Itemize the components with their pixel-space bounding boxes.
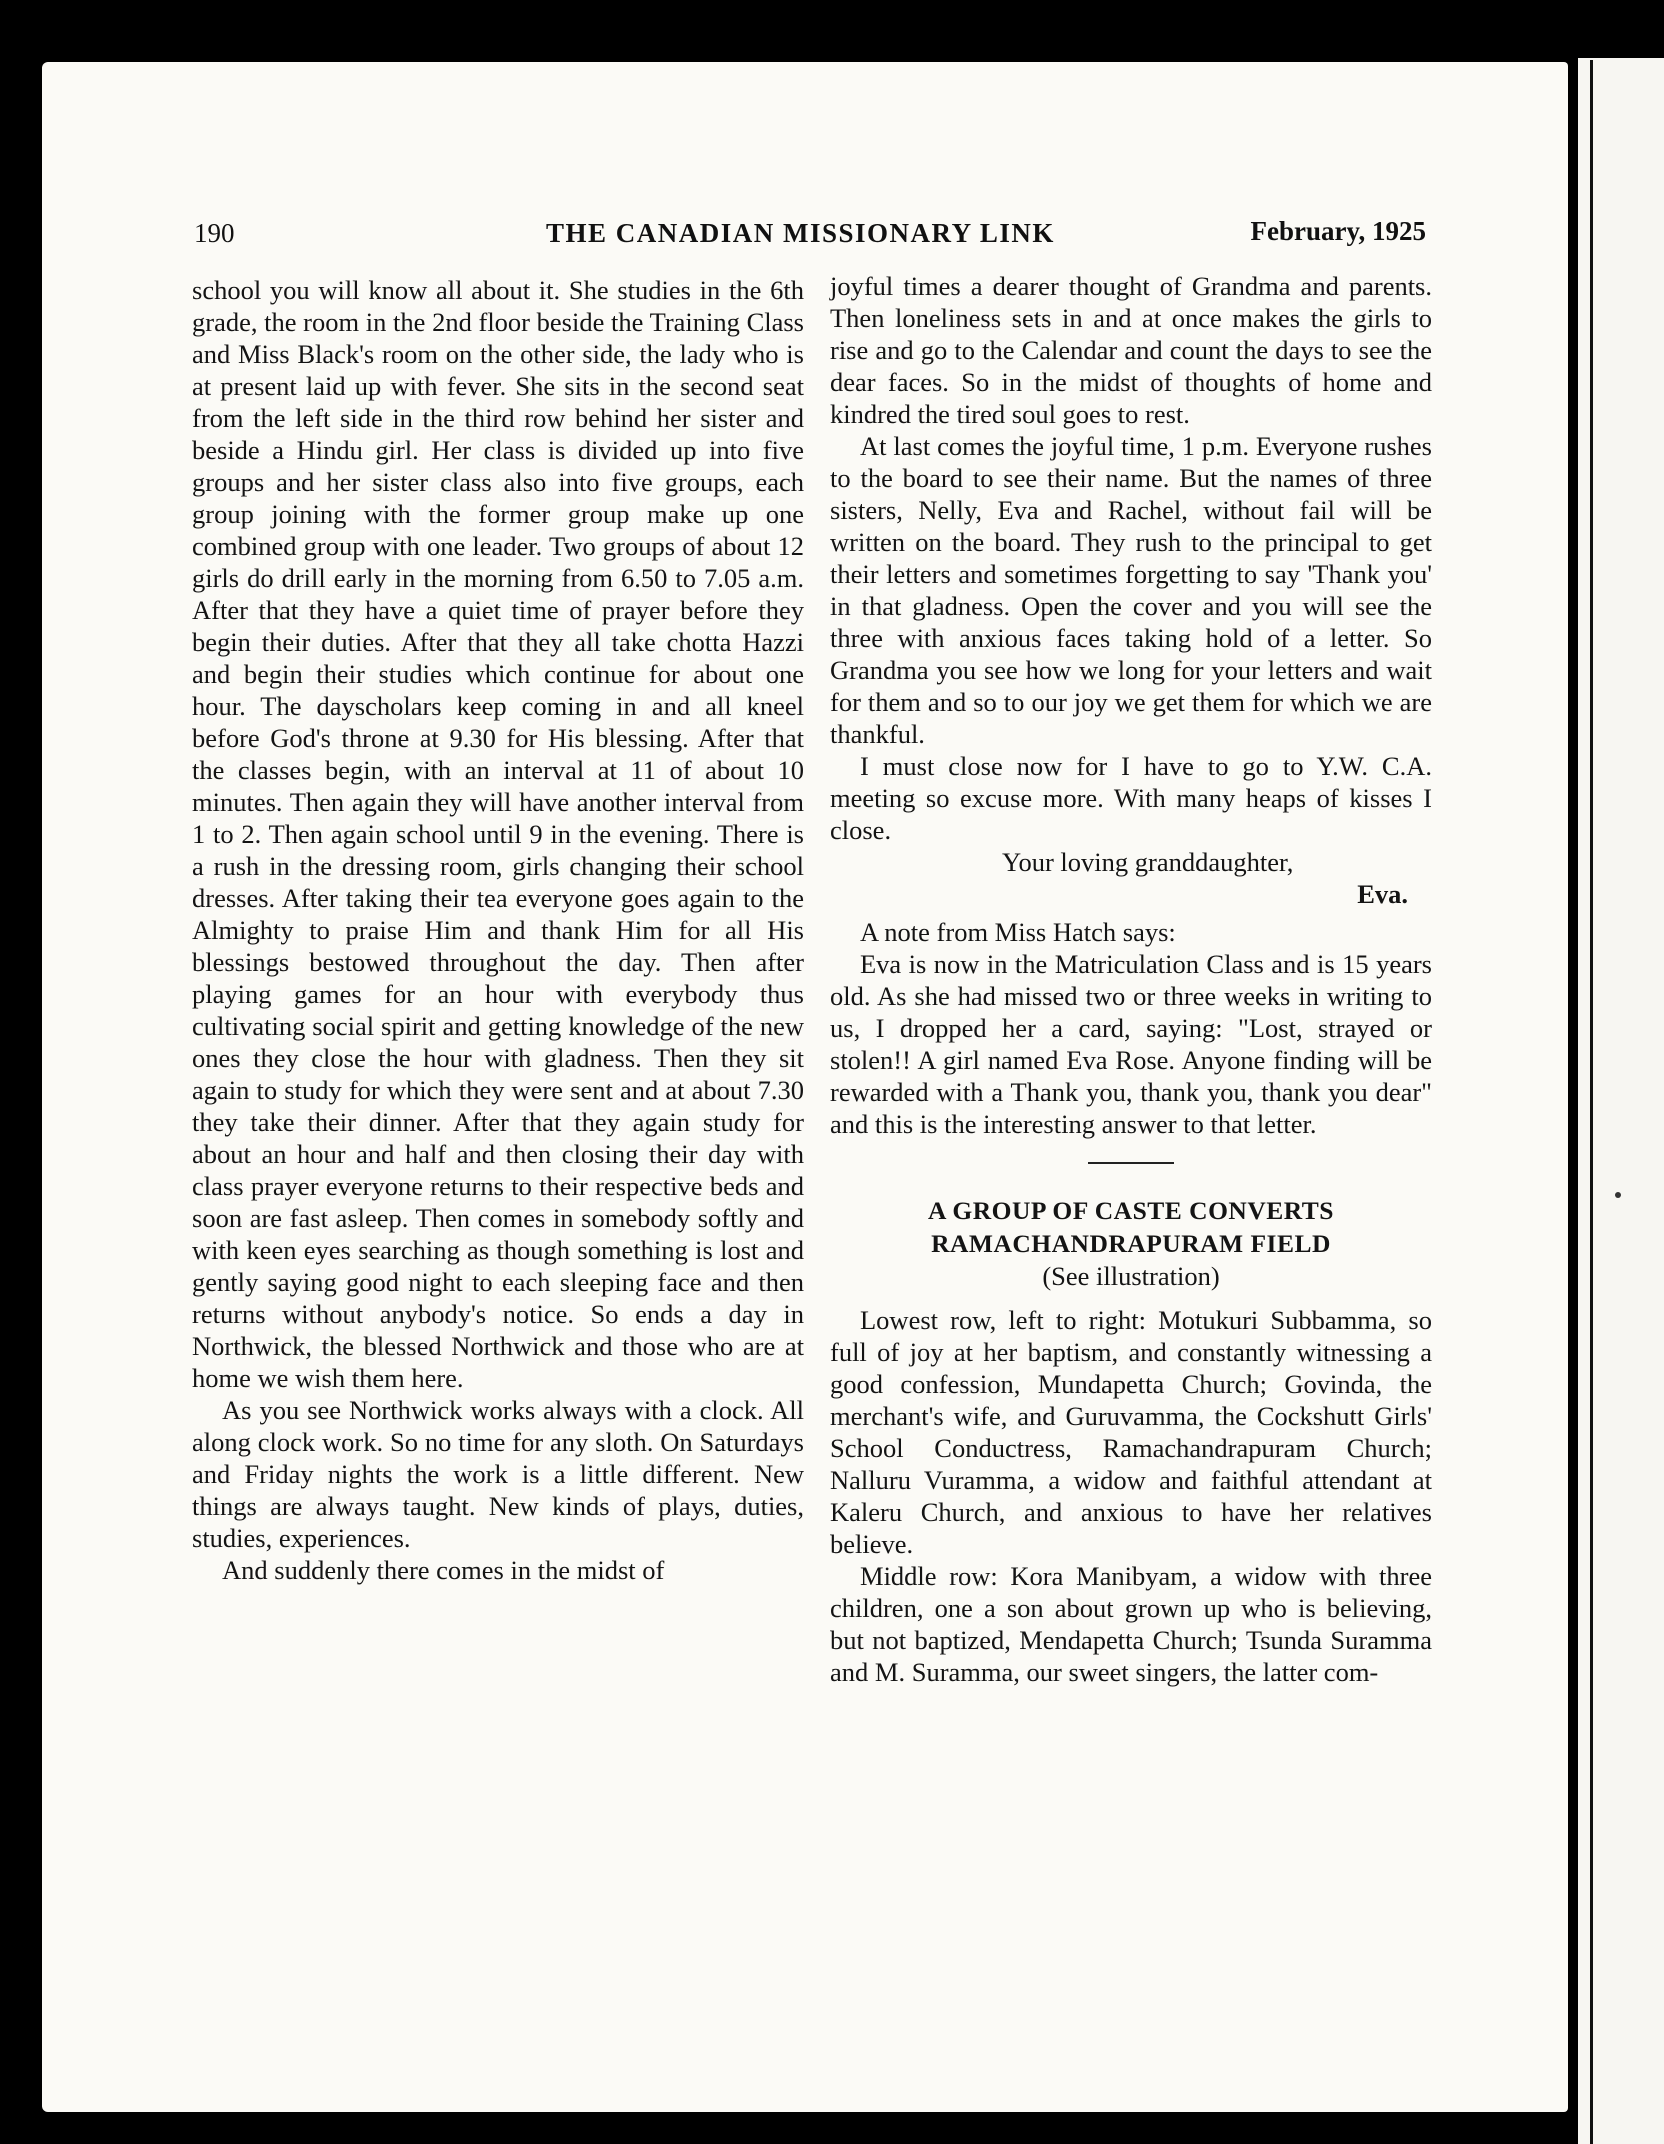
issue-date: February, 1925 <box>1250 216 1426 246</box>
running-header <box>194 214 1426 254</box>
page-speck <box>1615 1192 1621 1198</box>
letter-closing: Your loving granddaughter, <box>1002 847 1294 877</box>
article-subheading: (See illustration) <box>1042 1261 1220 1291</box>
note-text: Eva is now in the Matriculation Class and is 15 years old. As she had missed two or three weeks in writing to us, I dropped her a card, saying: "Lost, strayed or stolen!! A girl named Eva Rose. Anyone finding will be rewarded with a Thank you, thank you, thank you dear" and this is the interesting answer to that letter. <box>830 949 1432 1139</box>
paragraph: joyful times a dearer thought of Grandma and parents. Then loneliness sets in and at once makes the girls to rise and go to the Calendar and count the days to see the dear faces. So in the midst of thoughts of home and kindred the tired soul goes to rest. <box>830 271 1432 429</box>
paragraph: I must close now for I have to go to Y.W. C.A. meeting so excuse more. With many heaps of kisses I close. <box>830 751 1432 845</box>
page-gutter <box>1590 60 1593 2144</box>
page-number: 190 <box>194 218 235 248</box>
article-heading: A GROUP OF CASTE CONVERTS <box>928 1196 1334 1225</box>
paragraph: At last comes the joyful time, 1 p.m. Everyone rushes to the board to see their name. But the names of three sisters, Nelly, Eva and Rachel, without fail will be written on the board. They rush to the principal to get their letters and sometimes forgetting to say 'Thank you' in that gladness. Open the cover and you will see the three with anxious faces taking hold of a letter. So Grandma you see how we long for your letters and wait for them and so to our joy we get them for which we are thankful. <box>830 431 1432 749</box>
paragraph: As you see Northwick works always with a clock. All along clock work. So no time for any sloth. On Saturdays and Friday nights the work is a little different. New things are always taught. New kinds of plays, duties, studies, experiences. <box>192 1395 804 1553</box>
note-intro: A note from Miss Hatch says: <box>860 917 1176 947</box>
article-heading-field: RAMACHANDRAPURAM FIELD <box>931 1229 1331 1258</box>
paragraph: school you will know all about it. She studies in the 6th grade, the room in the 2nd floor beside the Training Class and Miss Black's room on the other side, the lady who is at present laid up with fever. She sits in the second seat from the left side in the third row behind her sister and beside a Hindu girl. Her class is divided up into five groups and her sister class also into five groups, each group joining with the former group make up one combined group with one leader. Two groups of about 12 girls do drill early in the morning from 6.50 to 7.05 a.m. After that they have a quiet time of prayer before they begin their duties. After that they all take chotta Hazzi and begin their studies which continue for about one hour. The dayscholars keep coming in and all kneel before God's throne at 9.30 for His blessing. After that the classes begin, with an interval at 11 of about 10 minutes. Then again they will have another interval from 1 to 2. Then again school until 9 in the evening. There is a rush in the dressing room, girls changing their school dresses. After taking their tea everyone goes again to the Almighty to praise Him and thank Him for all His blessings bestowed throughout the day. Then after playing games for an hour with everybody thus cultivating social spirit and getting knowledge of the new ones they close the hour with gladness. Then they sit again to study for which they were sent and at about 7.30 they take their dinner. After that they again study for about an hour and half and then closing their day with class prayer everyone returns to their respective beds and soon are fast asleep. Then comes in somebody softly and with keen eyes searching as though something is lost and gently saying good night to each sleeping face and then returns without anybody's notice. So ends a day in Northwick, the blessed Northwick and those who are at home we wish them here. <box>192 275 804 1393</box>
paragraph: Middle row: Kora Manibyam, a widow with three children, one a son about grown up who is believing, but not baptized, Mendapetta Church; Tsunda Suramma and M. Suramma, our sweet singers, the latter com- <box>830 1561 1432 1687</box>
right-column <box>830 270 1432 1688</box>
paragraph: Lowest row, left to right: Motukuri Subbamma, so full of joy at her baptism, and constantly witnessing a good confession, Mundapetta Church; Govinda, the merchant's wife, and Guruvamma, the Cockshutt Girls' School Conductress, Ramachandrapuram Church; Nalluru Vuramma, a widow and faithful attendant at Kaleru Church, and anxious to have her relatives believe. <box>830 1305 1432 1559</box>
journal-title: THE CANADIAN MISSIONARY LINK <box>546 218 1055 248</box>
left-column <box>192 274 804 1586</box>
paragraph: And suddenly there comes in the midst of <box>222 1555 665 1585</box>
section-divider <box>1088 1162 1174 1164</box>
letter-signature: Eva. <box>1357 879 1408 909</box>
